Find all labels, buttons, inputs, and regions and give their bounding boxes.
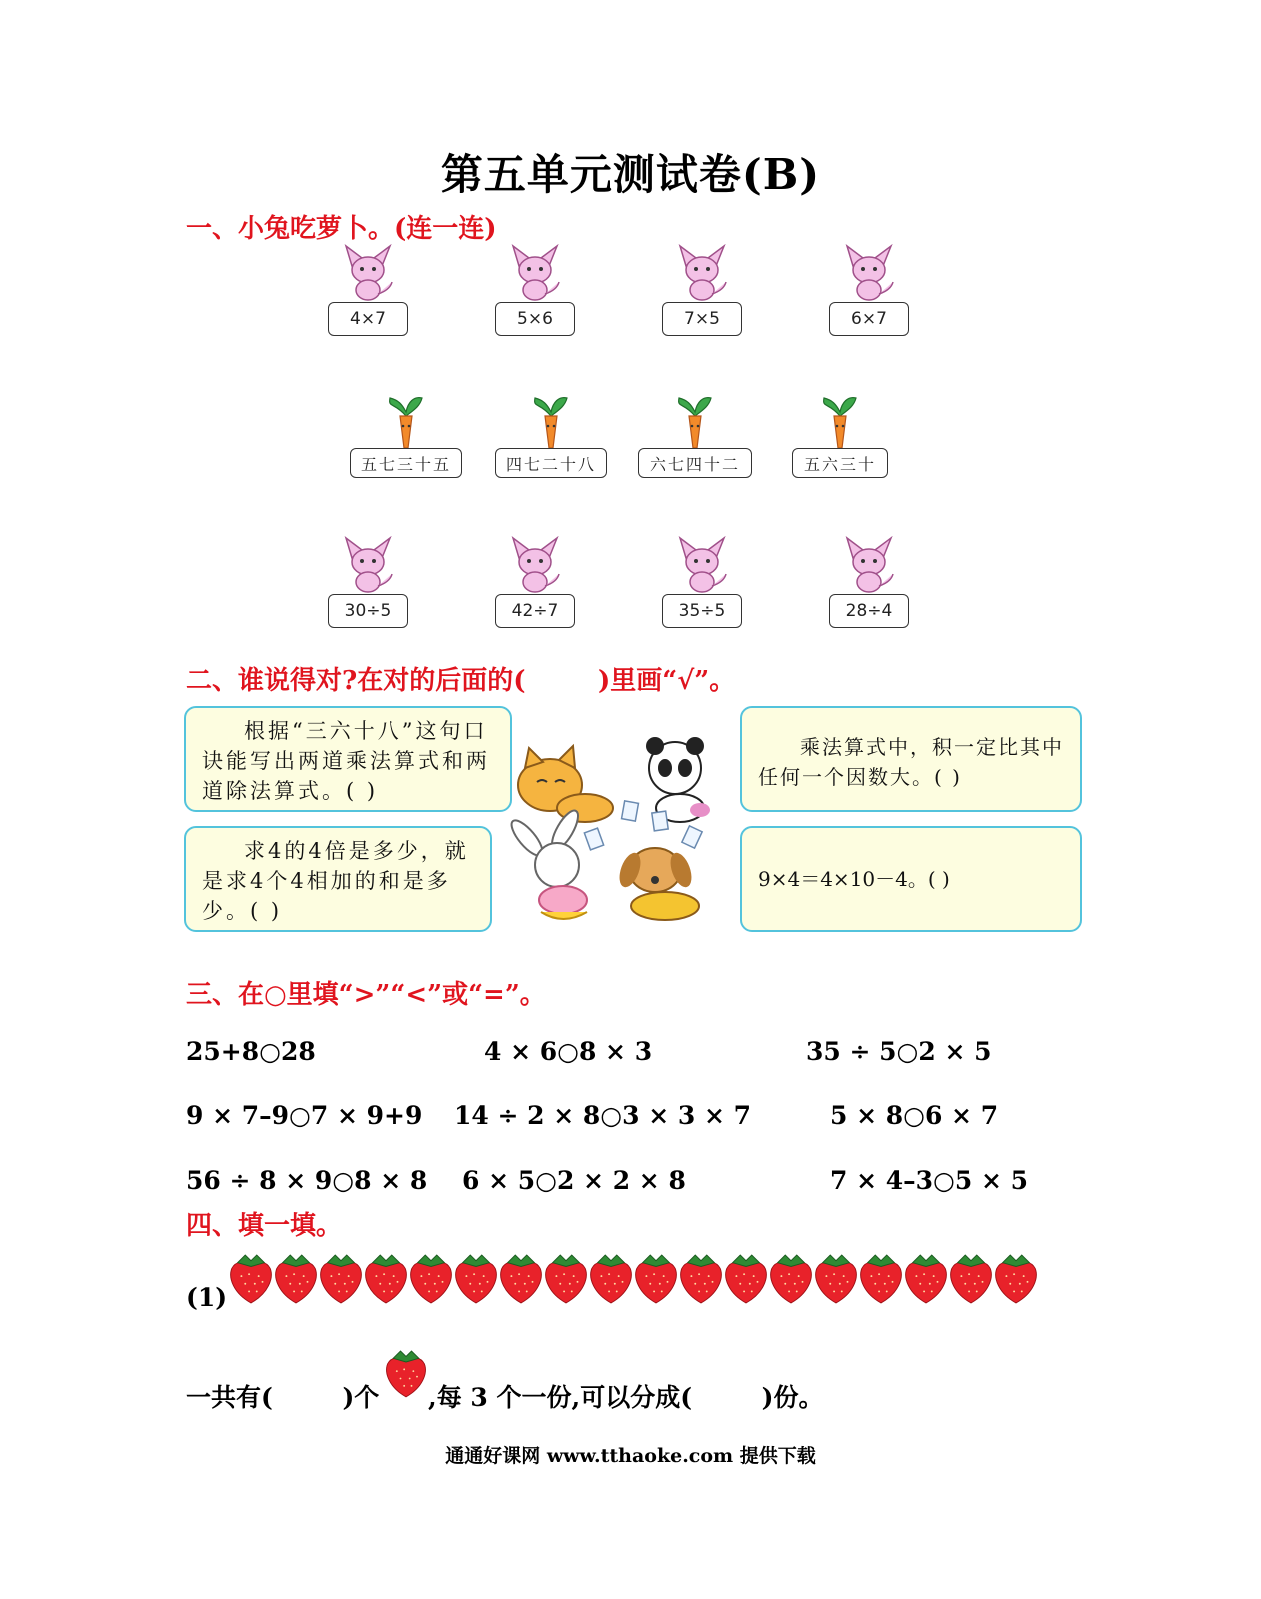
speech-bubble-2 <box>740 706 1082 812</box>
rabbit-icon <box>839 244 899 306</box>
speech-bubble-3 <box>184 826 492 932</box>
strawberry-icon <box>228 1250 274 1310</box>
rabbit-icon <box>338 536 398 598</box>
strawberry-icon <box>543 1250 589 1310</box>
fill-sentence-part-b: ,每 3 个一份,可以分成( )份。 <box>428 1383 824 1412</box>
carrot-icon <box>384 394 428 454</box>
carrot-icon <box>529 394 573 454</box>
compare-r3-c3: 7 × 4–3○5 × 5 <box>830 1166 1028 1195</box>
rabbit-icon <box>672 244 732 306</box>
carrot-icon <box>818 394 862 454</box>
strawberry-icon <box>273 1250 319 1310</box>
rabbit-top-tile-4: 6×7 <box>829 302 909 336</box>
strawberry-icon <box>723 1250 769 1310</box>
section-3-heading: 三、在○里填“>”“<”或“=”。 <box>186 980 546 1010</box>
rabbit-icon <box>505 536 565 598</box>
strawberry-icon <box>768 1250 814 1310</box>
rabbit-icon <box>338 244 398 306</box>
bubble-4-text: 9×4＝4×10－4。( ) <box>758 867 950 891</box>
compare-r3-c2: 6 × 5○2 × 2 × 8 <box>462 1166 686 1195</box>
strawberry-icon <box>588 1250 634 1310</box>
compare-r3-c1: 56 ÷ 8 × 9○8 × 8 <box>186 1166 428 1195</box>
rabbit-icon <box>505 244 565 306</box>
strawberry-icon <box>408 1250 454 1310</box>
strawberry-icon <box>903 1250 949 1310</box>
rabbit-bottom-tile-4: 28÷4 <box>829 594 909 628</box>
rabbit-top-tile-3: 7×5 <box>662 302 742 336</box>
compare-r2-c1: 9 × 7–9○7 × 9+9 <box>186 1101 423 1130</box>
section-4-heading: 四、填一填。 <box>186 1211 343 1241</box>
rabbit-bottom-tile-2: 42÷7 <box>495 594 575 628</box>
dog-icon <box>615 848 699 920</box>
cat-icon <box>518 746 613 822</box>
carrot-icon <box>673 394 717 454</box>
strawberry-icon <box>318 1250 364 1310</box>
bubble-1-text: 根据“三六十八”这句口诀能写出两道乘法算式和两道除法算式。( ) <box>202 719 490 803</box>
section-2-heading: 二、谁说得对?在对的后面的( )里画“√”。 <box>186 666 736 696</box>
rabbit-top-tile-2: 5×6 <box>495 302 575 336</box>
compare-r1-c2: 4 × 6○8 × 3 <box>484 1037 653 1066</box>
rabbit-bottom-tile-1: 30÷5 <box>328 594 408 628</box>
panda-icon <box>646 737 710 822</box>
footer-credit: 通通好课网 www.tthaoke.com 提供下载 <box>445 1445 816 1467</box>
rabbit-icon <box>839 536 899 598</box>
bubble-2-text: 乘法算式中，积一定比其中任何一个因数大。( ) <box>758 735 1064 789</box>
carrot-tile-4: 五六三十 <box>792 448 888 478</box>
animals-illustration <box>505 730 740 930</box>
strawberry-icon <box>498 1250 544 1310</box>
strawberry-inline-icon <box>384 1346 428 1404</box>
compare-r1-c3: 35 ÷ 5○2 × 5 <box>806 1037 992 1066</box>
carrot-tile-2: 四七二十八 <box>495 448 607 478</box>
page-title: 第五单元测试卷(B) <box>440 150 821 199</box>
rabbit-icon <box>507 807 587 919</box>
strawberry-icon <box>993 1250 1039 1310</box>
compare-r1-c1: 25+8○28 <box>186 1037 316 1066</box>
section-1-heading: 一、小兔吃萝卜。(连一连) <box>186 214 497 244</box>
compare-r2-c3: 5 × 8○6 × 7 <box>830 1101 999 1130</box>
fill-sentence-part-a: 一共有( )个 <box>186 1383 380 1412</box>
rabbit-top-tile-1: 4×7 <box>328 302 408 336</box>
compare-r2-c2: 14 ÷ 2 × 8○3 × 3 × 7 <box>454 1101 751 1130</box>
carrot-tile-1: 五七三十五 <box>350 448 462 478</box>
bubble-3-text: 求4的4倍是多少，就是求4个4相加的和是多少。( ) <box>202 839 469 923</box>
carrot-tile-3: 六七四十二 <box>638 448 752 478</box>
rabbit-icon <box>672 536 732 598</box>
strawberry-icon <box>363 1250 409 1310</box>
speech-bubble-4 <box>740 826 1082 932</box>
strawberry-icon <box>948 1250 994 1310</box>
strawberry-icon <box>813 1250 859 1310</box>
strawberry-icon <box>678 1250 724 1310</box>
strawberry-icon <box>858 1250 904 1310</box>
speech-bubble-1 <box>184 706 512 812</box>
strawberry-icon <box>633 1250 679 1310</box>
strawberry-icon <box>453 1250 499 1310</box>
question-1-label: (1) <box>186 1283 228 1312</box>
rabbit-bottom-tile-3: 35÷5 <box>662 594 742 628</box>
